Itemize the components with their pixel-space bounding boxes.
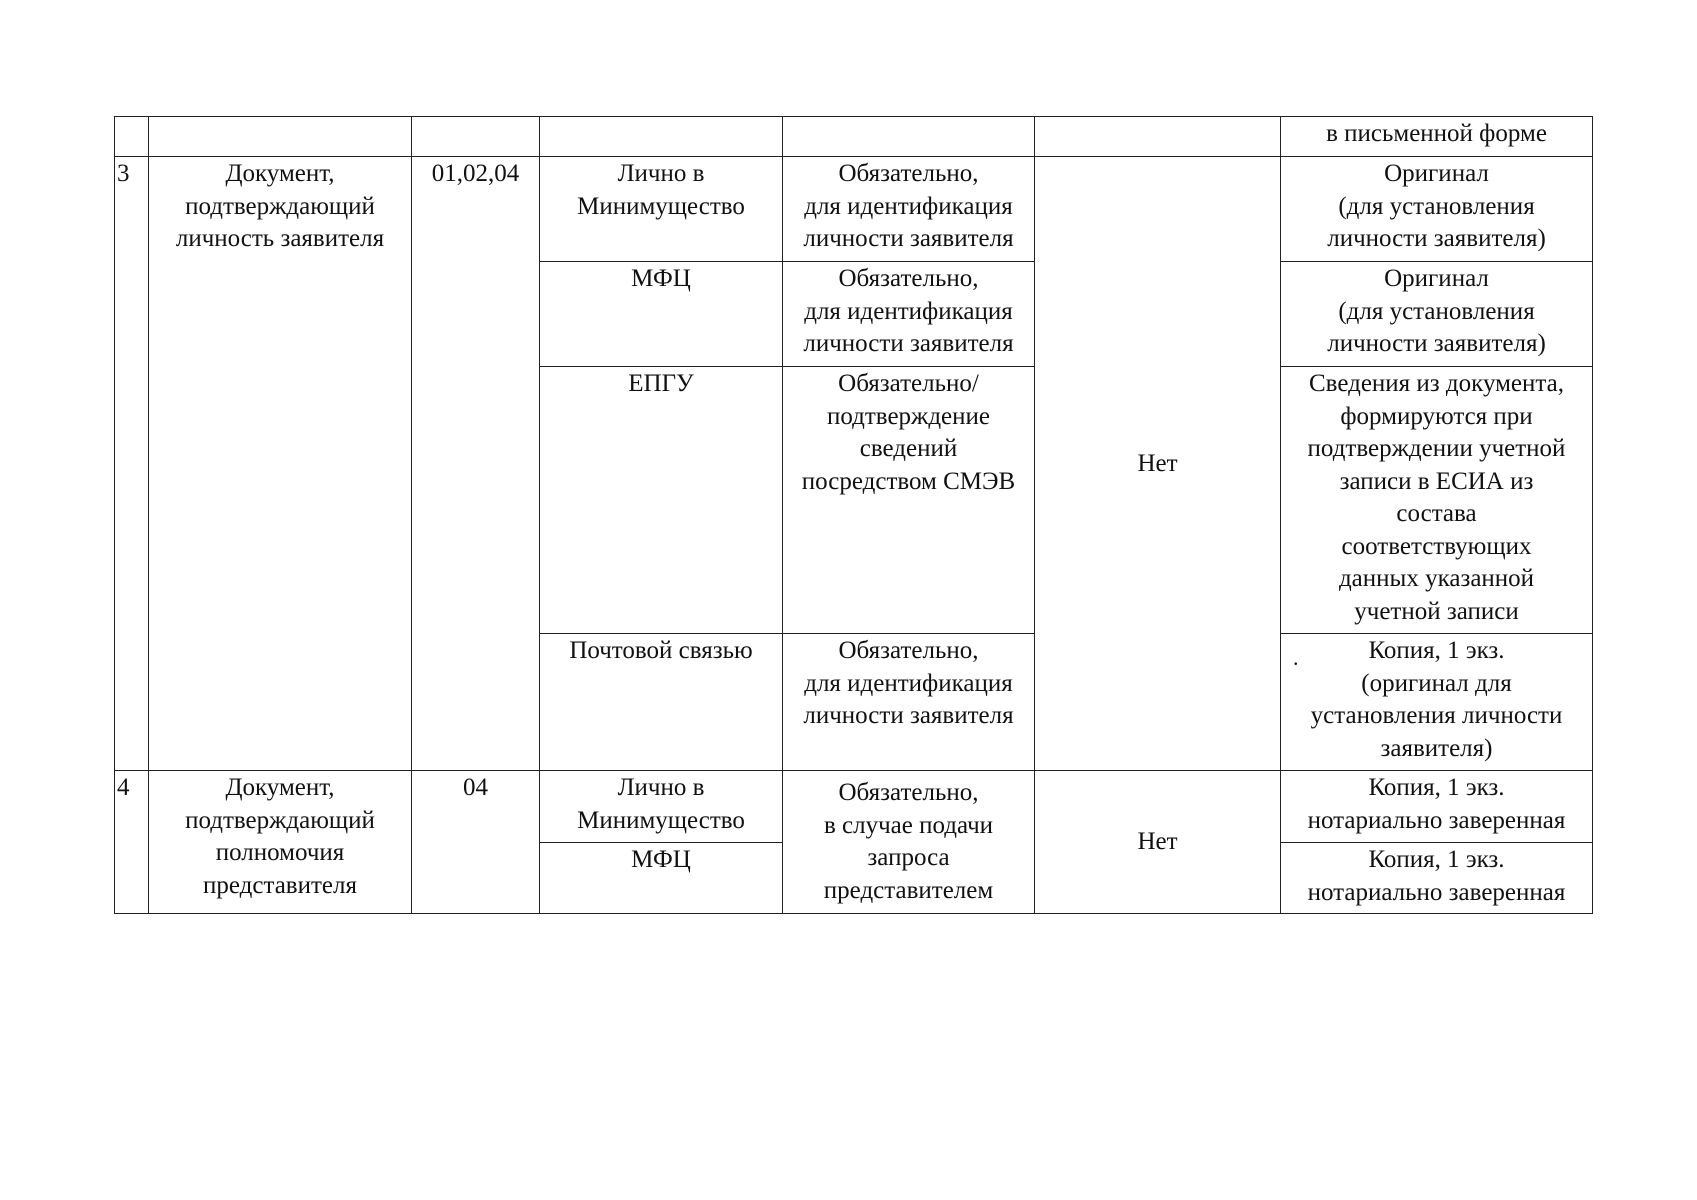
cell-document-form: в письменной форме <box>1281 117 1593 157</box>
cell-document-form <box>1281 634 1593 771</box>
cell-document-form: Оригинал (для установления личности заявителя) <box>1281 157 1593 262</box>
cell-channel: МФЦ <box>540 262 783 367</box>
cell-requires: Нет <box>1035 771 1281 914</box>
table-row-4-channel-1 <box>115 771 1593 843</box>
cell-condition: Обязательно, в случае подачи запроса представителем <box>783 771 1035 914</box>
cell-empty <box>115 117 149 157</box>
cell-document-form: Копия, 1 экз. нотариально заверенная <box>1281 771 1593 843</box>
table-row-continuation <box>115 117 1593 157</box>
cell-document-form: Сведения из документа, формируются при подтверждении учетной записи в ЕСИА из состава соответствующих данных указанной учетной записи <box>1281 367 1593 634</box>
cell-empty <box>540 117 783 157</box>
cell-condition: Обязательно, для идентификация личности заявителя <box>783 262 1035 367</box>
documents-table <box>114 116 1593 914</box>
bullet-mark: . <box>1293 645 1299 670</box>
cell-document-form: Оригинал (для установления личности заявителя) <box>1281 262 1593 367</box>
cell-empty <box>1035 117 1281 157</box>
cell-document-form-text: Копия, 1 экз. (оригинал для установления личности заявителя) <box>1310 637 1563 762</box>
cell-row-number: 3 <box>115 157 149 771</box>
cell-requires: Нет <box>1035 157 1281 771</box>
cell-document-name: Документ, подтверждающий личность заявителя <box>149 157 412 771</box>
cell-channel: МФЦ <box>540 843 783 914</box>
cell-condition: Обязательно/ подтверждение сведений посредством СМЭВ <box>783 367 1035 634</box>
cell-empty <box>783 117 1035 157</box>
cell-condition: Обязательно, для идентификация личности заявителя <box>783 157 1035 262</box>
table-row-3-channel-1 <box>115 157 1593 262</box>
cell-document-form: Копия, 1 экз. нотариально заверенная <box>1281 843 1593 914</box>
cell-channel: ЕПГУ <box>540 367 783 634</box>
cell-channel: Почтовой связью <box>540 634 783 771</box>
cell-row-number: 4 <box>115 771 149 914</box>
cell-category-codes: 01,02,04 <box>412 157 540 771</box>
cell-condition: Обязательно, для идентификация личности заявителя <box>783 634 1035 771</box>
cell-category-codes: 04 <box>412 771 540 914</box>
cell-empty <box>149 117 412 157</box>
cell-channel: Лично в Минимущество <box>540 157 783 262</box>
cell-channel: Лично в Минимущество <box>540 771 783 843</box>
cell-document-name: Документ, подтверждающий полномочия представителя <box>149 771 412 914</box>
cell-empty <box>412 117 540 157</box>
